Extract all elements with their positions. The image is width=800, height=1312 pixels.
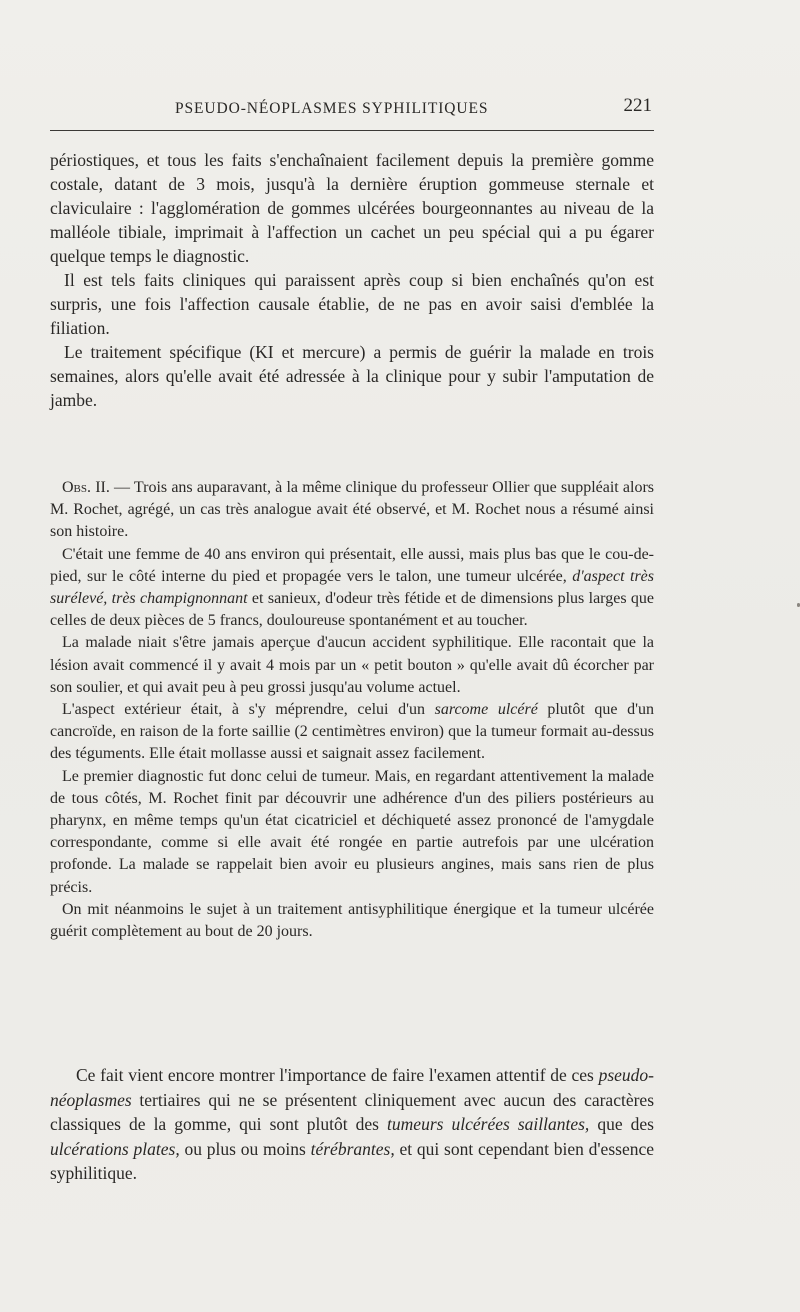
observation-2 xyxy=(50,477,654,943)
emphasis: sarcome ulcéré xyxy=(434,701,538,719)
section-conclusion xyxy=(50,1063,654,1186)
emphasis: ulcérations plates, xyxy=(50,1138,180,1159)
page-header xyxy=(50,95,654,125)
emphasis: térébrantes, xyxy=(310,1138,395,1159)
paragraph: Il est tels faits cliniques qui paraissent après coup si bien enchaînés qu'on est surpris, une fois l'affection causale établie, de ne pas en avoir saisi d'emblée la filiation. xyxy=(50,270,654,338)
paragraph: La malade niait s'être jamais aperçue d'aucun accident syphilitique. Elle racontait que la lésion avait commencé il y avait 4 mois par un « petit bouton » qu'elle avait dû écorcher par son soulier, et qui avait peu à peu grossi jusqu'au volume actuel. xyxy=(50,634,654,696)
paragraph: Obs. II. — Trois ans auparavant, à la même clinique du professeur Ollier que suppléait alors M. Rochet, agrégé, un cas très analogue avait été observé, et M. Rochet nous a résumé ainsi son histoire. xyxy=(50,479,655,541)
paragraph: Le traitement spécifique (KI et mercure) a permis de guérir la malade en trois semaines, alors qu'elle avait été adressée à la clinique pour y subir l'amputation de jambe. xyxy=(50,342,654,410)
observation-label: Obs. II. xyxy=(62,479,110,496)
paragraph: On mit néanmoins le sujet à un traitement antisyphilitique énergique et la tumeur ulcérée guérit complètement au bout de 20 jours. xyxy=(50,900,654,941)
page-number: 221 xyxy=(623,95,652,116)
emphasis: pseudo-néoplasmes xyxy=(50,1065,654,1110)
emphasis: tumeurs ulcérées saillantes, xyxy=(387,1114,590,1135)
paragraph: périostiques, et tous les faits s'enchaînaient facilement depuis la première gomme costale, datant de 3 mois, jusqu'à la dernière éruption gommeuse sternale et claviculaire : l'agglomération de gommes ulcérées bourgeonnantes au niveau de la malléole tibiale, imprimait à l'affection un cachet un peu spécial qui a pu égarer quelque temps le diagnostic. xyxy=(50,150,654,266)
emphasis: d'aspect très surélevé, très champignonnant xyxy=(50,567,654,608)
paragraph: L'aspect extérieur était, à s'y méprendre, celui d'un sarcome ulcéré plutôt que d'un cancroïde, en raison de la forte saillie (2 centimètres environ) que la tumeur formait au-dessus des téguments. Elle était mollasse aussi et saignait assez facilement. xyxy=(50,701,654,763)
paragraph: Le premier diagnostic fut donc celui de tumeur. Mais, en regardant attentivement la malade de tous côtés, M. Rochet finit par découvrir une adhérence d'un des piliers postérieurs au pharynx, en même temps qu'un état cicatriciel et déchiqueté assez prononcé de l'amygdale correspondante, comme si elle avait été rongée en partie autrefois par une ulcération profonde. La malade se rappelait bien avoir eu plusieurs angines, mais sans rien de plus précis. xyxy=(50,767,654,896)
header-rule xyxy=(50,130,654,131)
paragraph: Ce fait vient encore montrer l'importance de faire l'examen attentif de ces pseudo-néoplasmes tertiaires qui ne se présentent cliniquement avec aucun des caractères classiques de la gomme, qui sont plutôt des tumeurs ulcérées saillantes, que des ulcérations plates, ou plus ou moins térébrantes, et qui sont cependant bien d'essence syphilitique. xyxy=(50,1065,654,1184)
paragraph: C'était une femme de 40 ans environ qui présentait, elle aussi, mais plus bas que le cou-de-pied, sur le côté interne du pied et propagée vers le talon, une tumeur ulcérée, d'aspect très surélevé, très champignonnant et sanieux, d'odeur très fétide et de dimensions plus larges que celles de deux pièces de 5 francs, douloureuse spontanément et au toucher. xyxy=(50,545,655,630)
running-title: PSEUDO-NÉOPLASMES SYPHILITIQUES xyxy=(175,100,489,117)
section-case-conclusion xyxy=(50,148,654,412)
